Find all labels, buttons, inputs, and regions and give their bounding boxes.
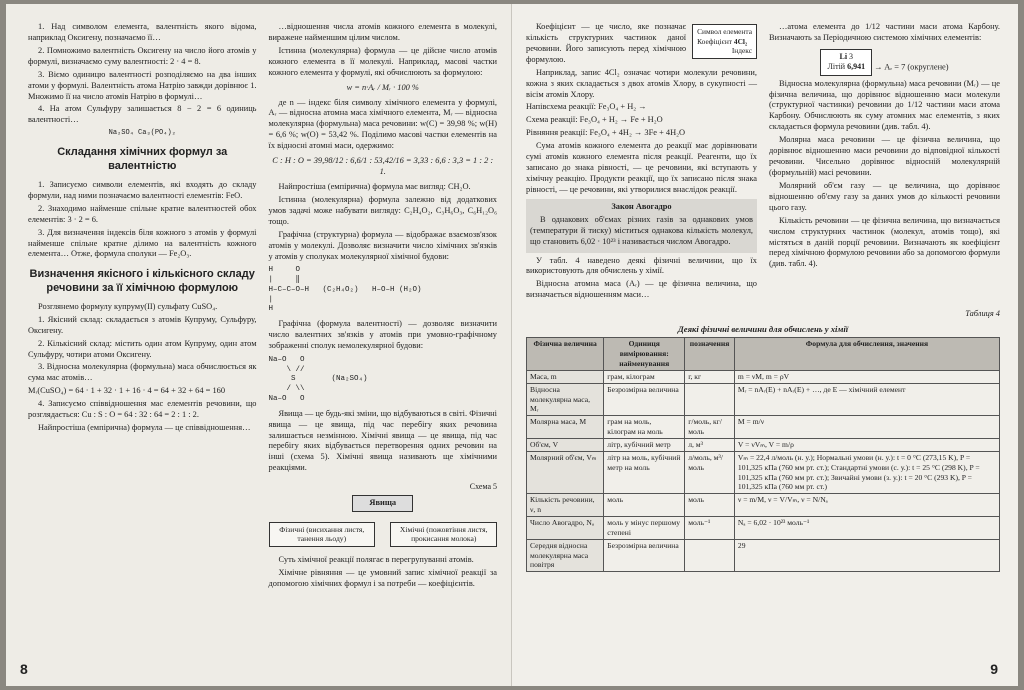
- reaction-line: Рівняння реакції: Fe₃O₄ + 4H₂ → 3Fe + 4H₂O: [526, 128, 686, 138]
- left-page: [6, 4, 512, 686]
- right-column-2: [769, 22, 1000, 303]
- valence-graphic-formula: Na–O O \ // S (Na₂SO₄) / \\ Na–O O: [268, 355, 368, 403]
- table-header: Формула для обчислення, значення: [734, 338, 999, 371]
- table-cell: моль: [604, 494, 685, 517]
- scheme-box-physical: Фізичні (висихання листя, танення льоду): [269, 522, 376, 548]
- table-cell: літр на моль, кубічний метр на моль: [604, 451, 685, 493]
- valence-formula-note: Na₂SO₄ Ca₃(PO₄)₂: [108, 129, 176, 138]
- table-row: [527, 517, 1000, 540]
- table-cell: моль у мінус першому степені: [604, 517, 685, 540]
- table-row: [527, 451, 1000, 493]
- table-header: Фізична величина: [527, 338, 604, 371]
- right-column-1: [526, 22, 757, 303]
- paragraph: де n — індекс біля символу хімічного елемента у формулі, Aᵣ — відносна атомна маса хімічного елемента, Mᵣ — відносна молекулярна (формульна) маса речовини: w(C) = 39,98 %; w(H) = 6,6 %; w(O) = 53,42 %. Поділимо масові частки елементів на їх відносні атомні маси, одержимо:: [268, 97, 497, 151]
- table-cell: літр, кубічний метр: [604, 439, 685, 452]
- paragraph: Суть хімічної реакції полягає в перегрупуванні атомів.: [278, 555, 474, 565]
- element-mass: 6,941: [847, 62, 866, 72]
- table-cell: m = νM, m = ρV: [734, 370, 999, 383]
- index-label: Індекс: [731, 46, 752, 56]
- table-cell: M = m/ν: [734, 416, 999, 439]
- table-row: [527, 416, 1000, 439]
- paragraph: Графічна (формула валентності) — дозволяє визначити число валентних зв'язків у атомів при умовно-графічному зображенні сполук немолекулярної будови:: [268, 319, 497, 351]
- table-cell: Безрозмірна величина: [604, 539, 685, 572]
- table-cell: Vₘ = 22,4 л/моль (н. у.); Нормальні умови (н. у.): t = 0 °C (273,15 K), P = 101,325 кПа (760 мм рт. ст.); Стандартні умови (с. у.): t = 25 °C (298 K), P = 101,325 кПа (760 мм рт. ст.); Звичайні умови (з. у.): t = 20 °C (293 K), P = 101,325 кПа (760 мм рт. ст.): [734, 451, 999, 493]
- paragraph: 3. Відносна молекулярна (формульна) маса обчислюється як сума мас атомів…: [28, 362, 257, 383]
- coefficient-label: Коефіцієнт: [697, 36, 733, 46]
- table-header: Одиниця вимірювання: найменування: [604, 338, 685, 371]
- table-cell: V = νVₘ, V = m/ρ: [734, 439, 999, 452]
- law-text: В однакових об'ємах різних газів за однакових умов (температури й тиску) міститься однакова кількість молекул, що становить 6,02 · 10²³ і називається числом Авогадро.: [530, 214, 753, 246]
- table-cell: моль: [685, 494, 735, 517]
- table-row: [527, 439, 1000, 452]
- paragraph: 3. Віємо одиницю валентності розподіляємо на два інших атоми у формулі. Валентність атома Натрію завжди дорівнює 1. Множимо її на число атомів Натрію в формулі…: [28, 69, 257, 101]
- table-row: [527, 370, 1000, 383]
- table-cell: 29: [734, 539, 999, 572]
- table-cell: Безрозмірна величина: [604, 383, 685, 416]
- element-name: Літій: [827, 62, 846, 72]
- table-row: [527, 539, 1000, 572]
- right-page: [512, 4, 1018, 686]
- table-row: [527, 383, 1000, 416]
- symbol-label: Символ елемента: [697, 27, 752, 36]
- table-cell: Число Авогадро, Nₐ: [527, 517, 604, 540]
- lithium-element-box: [820, 49, 872, 76]
- structural-formula: H O | ‖ H–C–C–O–H (C₂H₄O₂) H–O–H (H₂O) | H: [268, 266, 422, 314]
- paragraph: Істинна (молекулярна) формула — це дійсне число атомів кожного елемента в її молекулі. Наприклад, масові частки кожного елемента у формулі, які обчислюють за формулою:: [268, 45, 497, 77]
- symbol-diagram: [692, 24, 757, 59]
- paragraph: 2. Знаходимо найменше спільне кратне валентностей обох елементів: 3 · 2 = 6.: [28, 203, 257, 224]
- physical-quantities-table: [526, 337, 1000, 572]
- left-column-2: [269, 22, 498, 592]
- table-cell: Об'єм, V: [527, 439, 604, 452]
- formula-line: Mᵣ(CuSO₄) = 64 · 1 + 32 · 1 + 16 · 4 = 64 + 32 + 64 = 160: [28, 386, 226, 396]
- table-cell: грам на моль, кілограм на моль: [604, 416, 685, 439]
- page-number: 8: [20, 660, 28, 677]
- section-heading: Складання хімічних формул за валентністю: [57, 146, 228, 173]
- section-heading: Визначення якісного і кількісного складу речовини за її хімічною формулою: [29, 268, 255, 295]
- paragraph: 2. Кількісний склад: містить один атом Купруму, один атом Сульфуру, чотири атоми Оксигену.: [28, 338, 257, 359]
- paragraph: У табл. 4 наведено деякі фізичні величини, що їх використовують для обчислень у хімії.: [526, 255, 757, 276]
- paragraph: Явища — це будь-які зміни, що відбуваються в світі. Фізичні явища — це явища, під час перебігу яких речовина залишається незмінною. Хімічні явища — це явища, під час перебігу яких відбувається перетворення одних речовин на інші (схема 5). Хімічні явища називають ще хімічними реакціями.: [268, 408, 497, 473]
- table-cell: Молярний об'єм, Vₘ: [527, 451, 604, 493]
- table-cell: г/моль, кг/моль: [685, 416, 735, 439]
- paragraph: …відношення числа атомів кожного елемента в молекулі, виражене найменшим цілим числом.: [268, 22, 497, 42]
- table-cell: моль⁻¹: [685, 517, 735, 540]
- ratio-formula: C : H : O = 39,98/12 : 6,6/1 : 53,42/16 = 3,33 : 6,6 : 3,3 = 1 : 2 : 1.: [272, 156, 494, 177]
- paragraph: 2. Помножимо валентність Оксигену на число його атомів у формулі, визначаємо суму валентності: 2 · 4 = 8.: [28, 45, 257, 66]
- table-cell: Відносна молекулярна маса, Mᵣ: [527, 383, 604, 416]
- table-cell: ν = m/M, ν = V/Vₘ, ν = N/Nₐ: [734, 494, 999, 517]
- scheme-caption: Схема 5: [469, 482, 497, 492]
- paragraph: Молярна маса речовини — це фізична величина, що дорівнює відношенню маси речовини до відповідної кількості речовини. Чисельно дорівнює відносній молекулярній (формульній) масі речовини.: [769, 135, 1000, 177]
- table-caption: Таблиця 4: [965, 309, 1000, 319]
- paragraph: Найпростіша (емпірична) формула має вигляд: CH₂O.: [278, 181, 471, 191]
- table-cell: Маса, m: [527, 370, 604, 383]
- element-number: 3: [849, 51, 854, 61]
- paragraph: Сума атомів кожного елемента до реакції має дорівнювати сумі атомів кожного елемента після реакції. Реагенти, що їх записано до знака рівності, — це речовини, які вступають у хімічну реакцію. Продукти реакції, що їх записано після знака рівності, — це речовини, які утворилися внаслідок реакції.: [526, 141, 757, 194]
- paragraph: Істинна (молекулярна) формула залежно від додаткових умов задачі може набувати вигляду: C₂H₄O₂, C₃H₆O₃, C₆H₁₂O₆ тощо.: [268, 194, 497, 226]
- paragraph: …атома елемента до 1/12 частини маси атома Карбону. Визначають за Періодичною системою хімічних елементів:: [769, 22, 1000, 42]
- avogadro-law-box: [526, 199, 757, 253]
- page-number: 9: [990, 660, 998, 677]
- paragraph: Наприклад, запис 4Cl₂ означає чотири молекули речовини, кожна з яких складається з двох атомів Хлору, в сукупності — вісім атомів Хлору.: [526, 67, 757, 99]
- paragraph: Найпростіша (емпірична) формула — це співвідношення…: [38, 423, 251, 433]
- table-cell: Кількість речовини, ν, n: [527, 494, 604, 517]
- table-title: Деякі фізичні величини для обчислень у хімії: [677, 324, 849, 335]
- scheme-5: [269, 482, 498, 547]
- scheme-title: Явища: [352, 495, 413, 512]
- law-title: Закон Авогадро: [611, 201, 672, 211]
- element-symbol: Li: [839, 51, 848, 61]
- table-cell: Nₐ = 6,02 · 10²³ моль⁻¹: [734, 517, 999, 540]
- paragraph: Кількість речовини — це фізична величина, що визначається числом структурних частинок (молекул, атомів тощо), які містяться в даній порції речовини. Визначають як коефіцієнт перед хімічною формулою речовини або за допомогою формули (див. табл. 4).: [769, 215, 1000, 269]
- reaction-line: Схема реакції: Fe₃O₄ + H₂ → Fe + H₂O: [526, 115, 663, 125]
- paragraph: 1. Над символом елемента, валентність якого відома, наприклад Оксигену, позначаємо її…: [28, 22, 257, 42]
- paragraph: Хімічне рівняння — це умовний запис хімічної реакції за допомогою хімічних формул і за потреби — коефіцієнтів.: [268, 568, 497, 589]
- book-spread: [6, 4, 1018, 686]
- mass-fraction-formula: w = n·Aᵣ / Mᵣ · 100 %: [346, 82, 419, 92]
- table-cell: л/моль, м³/моль: [685, 451, 735, 493]
- paragraph: 4. На атом Сульфуру залишається 8 − 2 = 6 одиниць валентності…: [28, 104, 257, 125]
- symbol-example: 4Cl₂: [733, 36, 748, 46]
- paragraph: Відносна молекулярна (формульна) маса речовини (Mᵣ) — це фізична величина, що дорівнює відношенню маси молекули (структурної частинки) речовини до 1/12 частини маси атома Карбону. Обчислюють як суму атомних мас елементів, з яких складається формула речовини (див. табл. 4).: [769, 78, 1000, 132]
- paragraph: Розглянемо формулу купруму(II) сульфату CuSO₄.: [38, 301, 218, 311]
- table-header-row: [527, 338, 1000, 371]
- paragraph: Молярний об'єм газу — це величина, що дорівнює відношенню об'єму газу за даних умов до кількості речовини цього газу.: [769, 180, 1000, 212]
- table-cell: [685, 383, 735, 416]
- scheme-box-chemical: Хімічні (пожовтіння листя, прокисання молока): [390, 522, 497, 548]
- table-cell: г, кг: [685, 370, 735, 383]
- reaction-line: Напівсхема реакції: Fe₃O₄ + H₂ →: [526, 102, 647, 112]
- table-cell: [685, 539, 735, 572]
- paragraph: 3. Для визначення індексів біля кожного з атомів у формулі найменше спільне кратне ділимо на валентність кожного елемента… Отже, формула сполуки — Fe₂O₃.: [28, 227, 257, 259]
- table-cell: л, м³: [685, 439, 735, 452]
- table-cell: грам, кілограм: [604, 370, 685, 383]
- paragraph: 1. Записуємо символи елементів, які входять до складу формули, над ними позначаємо валентності елементів: FeO.: [28, 179, 257, 200]
- paragraph: 1. Якісний склад: складається з атомів Купруму, Сульфуру, Оксигену.: [28, 314, 257, 335]
- table-cell: Молярна маса, M: [527, 416, 604, 439]
- table-cell: Mᵣ = nAᵣ(E) + nAᵣ(E) + …, де E — хімічний елемент: [734, 383, 999, 416]
- paragraph: 4. Записуємо співвідношення мас елементів речовини, що розглядається: Cu : S : O = 64 : 32 : 64 = 2 : 1 : 2.: [28, 399, 257, 420]
- element-note: → Aᵣ = 7 (округлене): [874, 62, 949, 72]
- left-column-1: [28, 22, 257, 592]
- table-header: позначення: [685, 338, 735, 371]
- paragraph: Графічна (структурна) формула — відображає взаємозв'язок атомів у молекулі. Дозволяє визначити число хімічних зв'язків у атомів у сполуках молекулярної хімічної будови:: [268, 229, 497, 261]
- paragraph: Коефіцієнт — це число, яке позначає кількість структурних частинок даної речовини. Його записують перед хімічною формулою.: [526, 22, 687, 64]
- paragraph: Відносна атомна маса (Aᵣ) — це фізична величина, що визначається відношенням маси…: [526, 279, 757, 300]
- table-row: [527, 494, 1000, 517]
- table-cell: Середня відносна молекулярна маса повітря: [527, 539, 604, 572]
